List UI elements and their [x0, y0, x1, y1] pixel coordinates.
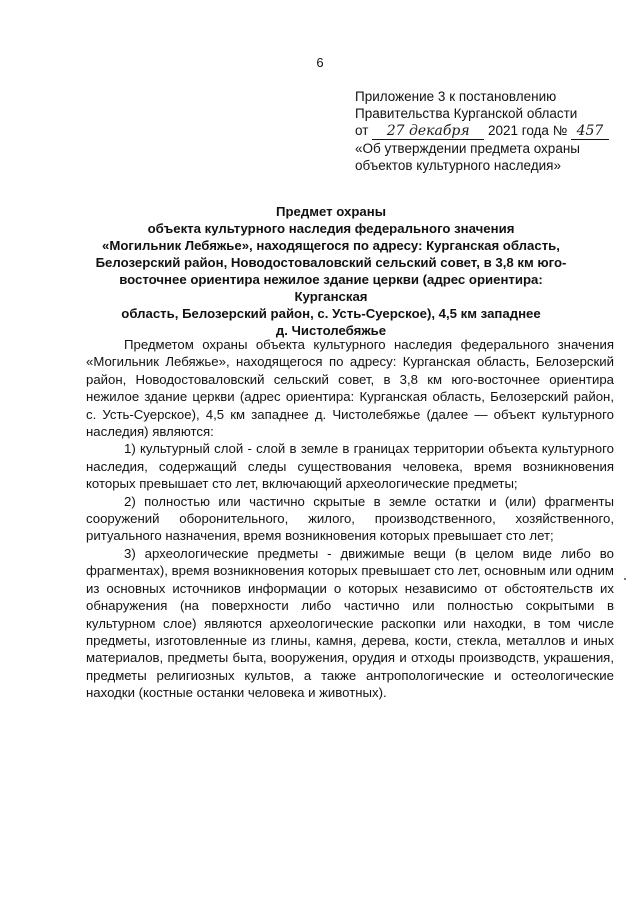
title-line: восточнее ориентира нежилое здание церкви (адрес ориентира: Курганская	[119, 272, 543, 304]
handwritten-number: 457	[571, 124, 609, 140]
title-line: область, Белозерский район, с. Усть-Суерское), 4,5 км западнее	[121, 306, 541, 321]
title-line: д. Чистолебяжье	[275, 323, 387, 338]
page-number: 6	[316, 55, 324, 70]
appendix-subject: объектов культурного наследия»	[355, 158, 561, 173]
appendix-subject: «Об утверждении предмета охраны	[355, 141, 580, 156]
title-line: объекта культурного наследия федерального значения	[147, 221, 515, 236]
appendix-block	[355, 88, 625, 174]
title-line: Белозерский район, Новодостоваловский сельский совет, в 3,8 км юго-	[95, 255, 567, 270]
list-item: 1) культурный слой - слой в земле в границах территории объекта культурного наследия, содержащий следы существования человека, время возникновения которых превышает сто лет, включающий археологические предметы;	[86, 441, 614, 492]
list-item: 2) полностью или частично скрытые в земле остатки и (или) фрагменты сооружений оборонительного, жилого, производственного, хозяйственного, ритуального назначения, время возникновения которых превышает сто лет;	[86, 493, 614, 544]
appendix-line: Правительства Курганской области	[355, 106, 578, 121]
title-line: «Могильник Лебяжье», находящегося по адресу: Курганская область,	[102, 238, 560, 253]
appendix-date-line	[355, 122, 625, 140]
from-label: от	[355, 123, 369, 138]
list-item: 3) археологические предметы - движимые вещи (в целом виде либо во фрагментах), время возникновения которых превышает сто лет, основным или одним из основных источников информации о которых независимо от обстоятельств их обнаружения (на поверхности либо частично или полностью сокрытыми в культурном слое) являются археологические раскопки или находки, в том числе предметы, изготовленные из глины, камня, дерева, кости, стекла, металлов и иных материалов, предметы быта, вооружения, орудия и отходы производств, украшения, предметы религиозных культов, а также антропологические и остеологические находки (костные останки человека и животных).	[86, 545, 614, 701]
year-label: 2021 года №	[487, 123, 568, 138]
document-title	[82, 203, 580, 339]
handwritten-date: 27 декабря	[372, 124, 484, 140]
intro-paragraph: Предметом охраны объекта культурного наследия федерального значения «Могильник Лебяжье», находящегося по адресу: Курганская область, Белозерский район, Новодостоваловский сельский совет, в 3,8 км юго-восточнее ориентира нежилое здание церкви (адрес ориентира: Курганская область, Белозерский район, с. Усть-Суерское), 4,5 км западнее д. Чистолебяжье (далее — объект культурного наследия) являются:	[86, 337, 614, 440]
document-body	[86, 336, 614, 702]
scan-dot	[624, 578, 626, 580]
title-line: Предмет охраны	[276, 204, 386, 219]
appendix-line: Приложение 3 к постановлению	[355, 89, 557, 104]
